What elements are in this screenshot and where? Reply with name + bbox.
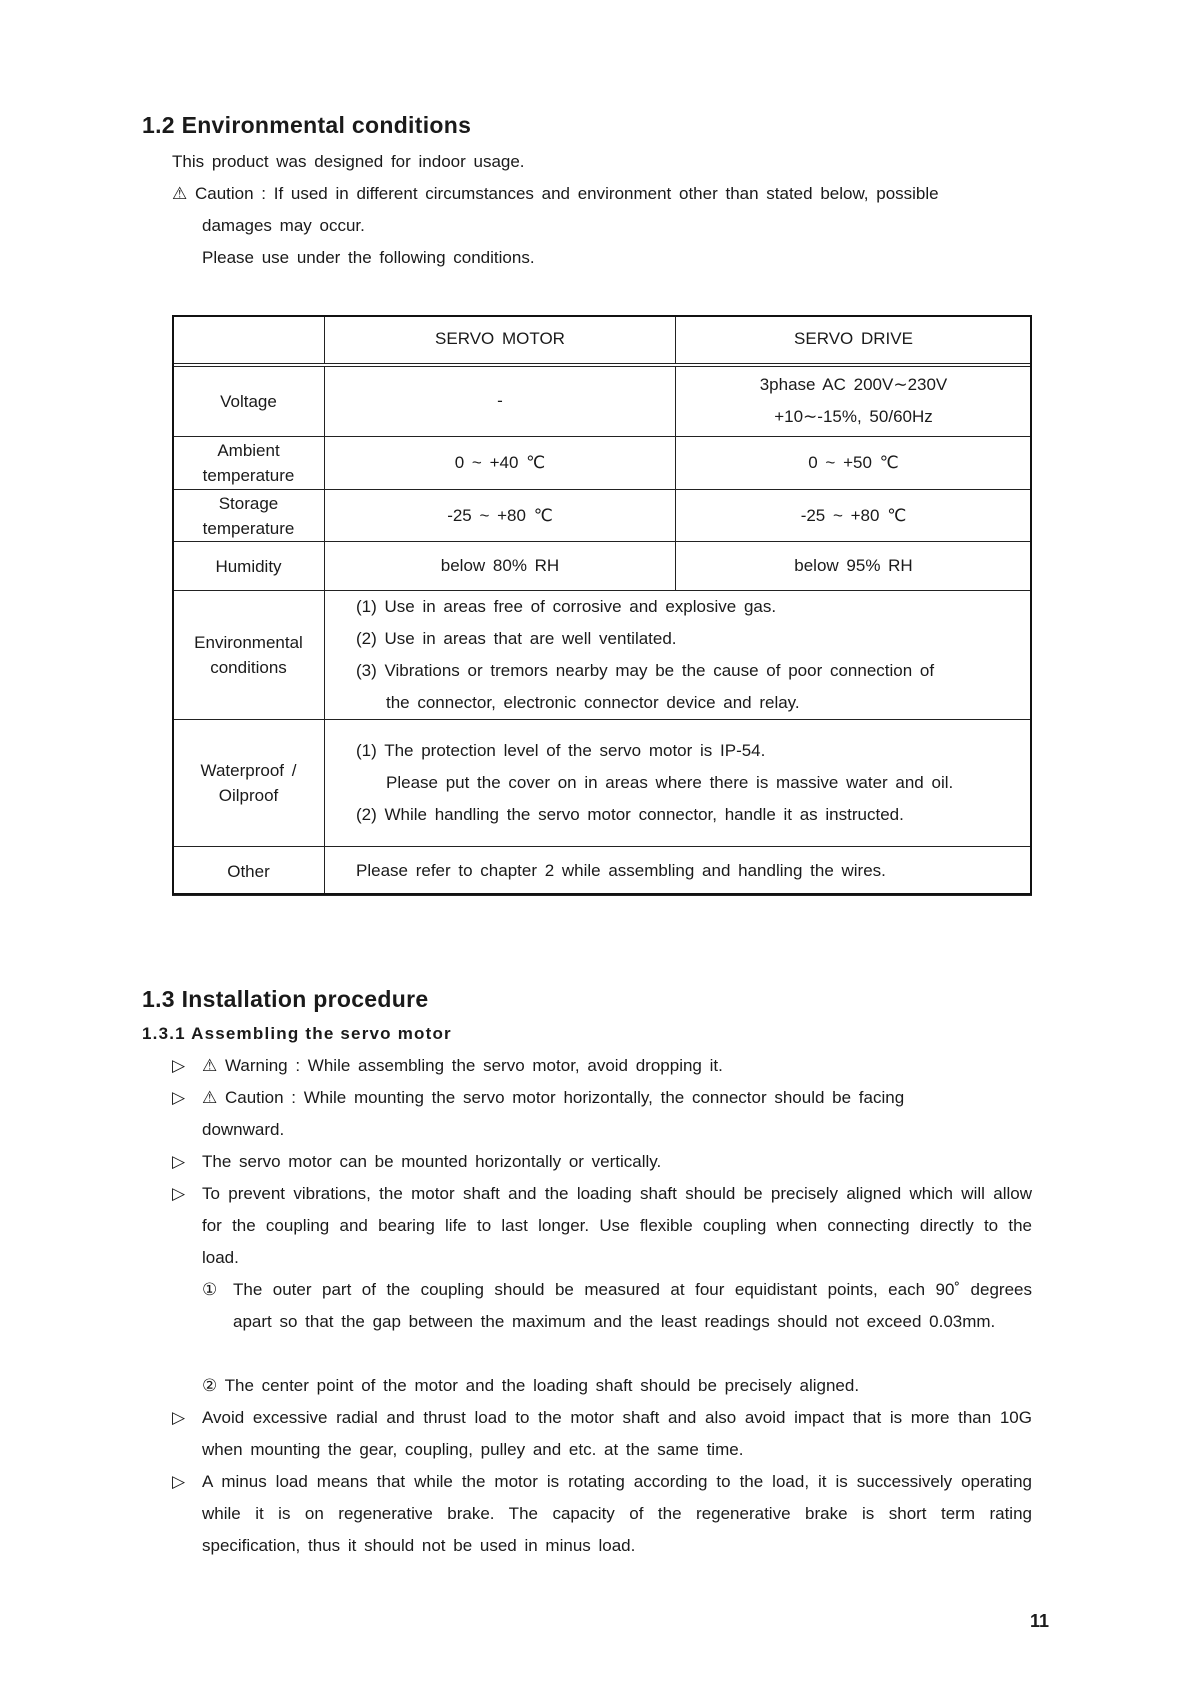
caution-connector-line-1: ⚠ Caution : While mounting the servo motor horizontally, the connector should be facing xyxy=(202,1088,905,1107)
drive-value-line-1: 3phase AC 200V∼230V xyxy=(759,375,948,395)
row-label-line-2: conditions xyxy=(210,658,287,677)
row-label xyxy=(173,591,325,720)
row-label: Humidity xyxy=(173,542,325,591)
table-row-humidity xyxy=(173,542,1032,591)
triangle-bullet-icon: ▷ xyxy=(172,1056,186,1075)
triangle-bullet-icon: ▷ xyxy=(172,1408,186,1427)
row-label-line-1: Ambient xyxy=(217,441,280,460)
list-item: (1) Use in areas free of corrosive and explosive gas. xyxy=(356,597,777,616)
other-text: Please refer to chapter 2 while assembling and handling the wires. xyxy=(325,847,1032,896)
drive-value-line-2: +10∼-15%, 50/60Hz xyxy=(774,407,933,427)
list-item: (3) Vibrations or tremors nearby may be the cause of poor connection of xyxy=(356,661,935,680)
row-label: Other xyxy=(173,847,325,896)
list-item-continuation: the connector, electronic connector device and relay. xyxy=(386,693,800,712)
table-row-voltage xyxy=(173,365,1032,437)
caution-line-2: damages may occur. xyxy=(202,216,365,235)
table-row-environmental-conditions xyxy=(173,591,1032,720)
caution-line-1: ⚠ Caution : If used in different circumstances and environment other than stated below, possible xyxy=(172,184,939,203)
motor-value: below 80% RH xyxy=(325,542,676,591)
caution-line-3: Please use under the following conditions. xyxy=(202,248,535,267)
caution-connector-line-2: downward. xyxy=(202,1120,285,1139)
warning-dropping: ⚠ Warning : While assembling the servo motor, avoid dropping it. xyxy=(202,1056,723,1075)
coupling-measurement-paragraph: The outer part of the coupling should be measured at four equidistant points, each 90˚ degrees apart so that the gap between the maximum and the least readings should not exceed 0.03mm. xyxy=(233,1280,1032,1331)
center-point-text: ② The center point of the motor and the loading shaft should be precisely aligned. xyxy=(202,1376,860,1395)
row-label xyxy=(173,490,325,542)
table-row-storage-temperature xyxy=(173,490,1032,542)
list-item-continuation: Please put the cover on in areas where there is massive water and oil. xyxy=(386,773,954,792)
triangle-bullet-icon: ▷ xyxy=(172,1088,186,1107)
drive-value: -25 ~ +80 ℃ xyxy=(676,490,1032,542)
subsection-title-1-3-1: 1.3.1 Assembling the servo motor xyxy=(142,1024,452,1043)
table-header-servo-drive: SERVO DRIVE xyxy=(676,316,1032,365)
row-label xyxy=(173,437,325,490)
triangle-bullet-icon: ▷ xyxy=(172,1152,186,1171)
waterproof-list xyxy=(325,720,1032,847)
motor-value: -25 ~ +80 ℃ xyxy=(325,490,676,542)
conditions-list xyxy=(325,591,1032,720)
table-row-other xyxy=(173,847,1032,896)
section-title-1-2: 1.2 Environmental conditions xyxy=(142,112,472,138)
table-row-ambient-temperature xyxy=(173,437,1032,490)
row-label-line-2: Oilproof xyxy=(218,786,279,805)
drive-value xyxy=(676,365,1032,437)
drive-value: below 95% RH xyxy=(676,542,1032,591)
table-header-servo-motor: SERVO MOTOR xyxy=(325,316,676,365)
circled-number-1: ① xyxy=(202,1280,218,1299)
intro-text: This product was designed for indoor usage. xyxy=(172,152,525,171)
table-row-waterproof-oilproof xyxy=(173,720,1032,847)
list-item: (1) The protection level of the servo motor is IP-54. xyxy=(356,741,766,760)
row-label-line-1: Storage xyxy=(218,493,279,513)
environment-table xyxy=(172,315,1032,896)
page-number: 11 xyxy=(1030,1611,1050,1631)
mounting-text: The servo motor can be mounted horizontally or vertically. xyxy=(202,1152,662,1171)
row-label: Voltage xyxy=(173,365,325,437)
list-item: (2) Use in areas that are well ventilated. xyxy=(356,629,677,648)
vibration-paragraph: To prevent vibrations, the motor shaft and the loading shaft should be precisely aligned which will allow for the coupling and bearing life to last longer. Use flexible coupling when connecting directly to the load. xyxy=(202,1184,1032,1267)
row-label-line-2: temperature xyxy=(202,466,295,485)
row-label xyxy=(173,720,325,847)
table-header-empty xyxy=(173,316,325,365)
triangle-bullet-icon: ▷ xyxy=(172,1184,186,1203)
motor-value: - xyxy=(325,365,676,437)
row-label-line-2: temperature xyxy=(202,518,295,538)
row-label-line-1: Waterproof / xyxy=(200,761,297,780)
motor-value: 0 ~ +40 ℃ xyxy=(325,437,676,490)
table-header-row xyxy=(173,316,1032,365)
drive-value: 0 ~ +50 ℃ xyxy=(676,437,1032,490)
triangle-bullet-icon: ▷ xyxy=(172,1472,186,1491)
minus-load-paragraph: A minus load means that while the motor is rotating according to the load, it is successively operating while it is on regenerative brake. The capacity of the regenerative brake is short term rating specification, thus it should not be used in minus load. xyxy=(202,1472,1032,1555)
row-label-line-1: Environmental xyxy=(194,633,303,652)
section-title-1-3: 1.3 Installation procedure xyxy=(142,986,429,1012)
list-item: (2) While handling the servo motor connector, handle it as instructed. xyxy=(356,805,904,824)
radial-load-paragraph: Avoid excessive radial and thrust load to the motor shaft and also avoid impact that is more than 10G when mounting the gear, coupling, pulley and etc. at the same time. xyxy=(202,1408,1032,1459)
